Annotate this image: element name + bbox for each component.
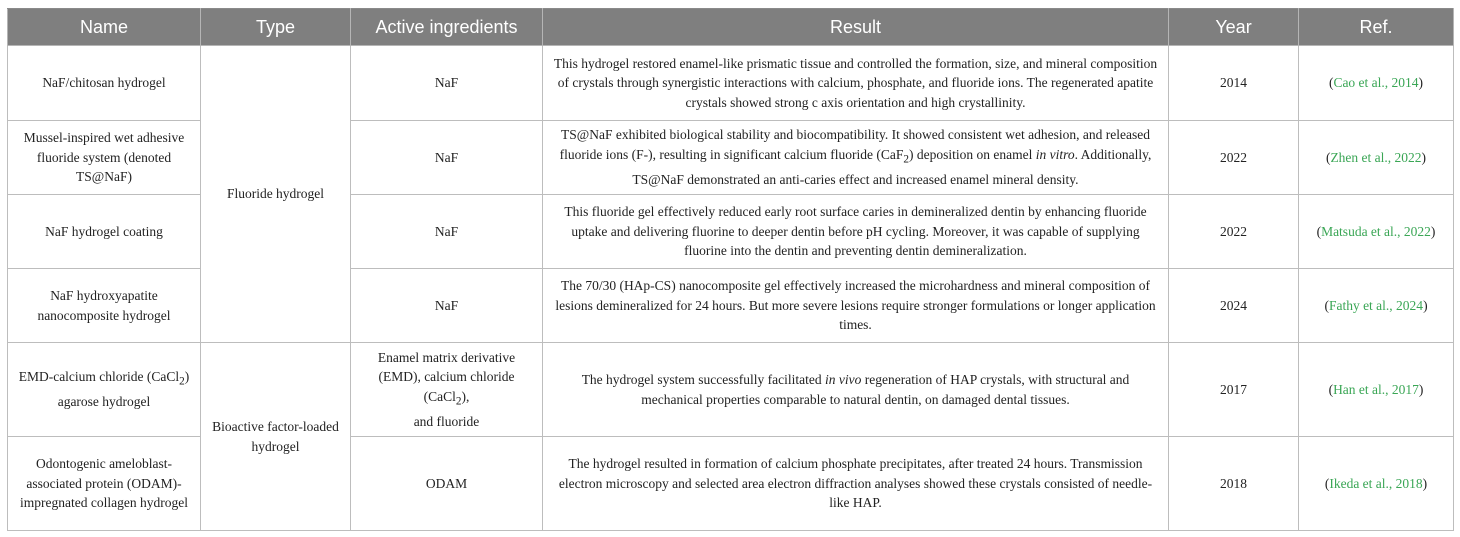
cell-result: This fluoride gel effectively reduced early root surface caries in demineralized dentin by enhancing fluoride uptake and delivering fluorine to deeper dentin before pH cycling. Moreover, it was capable of supplying fluorine into the dentin and preventing dentin demineralization. [543,195,1169,269]
cell-year: 2014 [1169,46,1299,121]
active-subscript: 2 [455,395,462,408]
cell-active [351,343,543,437]
cell-result: The 70/30 (HAp-CS) nanocomposite gel effectively increased the microhardness and mineral composition of lesions demineralized for 24 hours. But more severe lesions require stronger formulations or longer application times. [543,269,1169,343]
table-row [8,343,1454,437]
active-text: and fluoride [413,413,480,429]
name-text: EMD-calcium chloride (CaCl [18,369,180,385]
reference-link[interactable]: Fathy et al., 2024 [1328,297,1424,313]
cell-result: This hydrogel restored enamel-like prismatic tissue and controlled the formation, size, and mineral composition of crystals through synergistic interactions with calcium, phosphate, and fluoride ions. The regenerated apatite crystals showed strong c axis orientation and high crystallinity. [543,46,1169,121]
header-active-ingredients: Active ingredients [351,9,543,46]
result-italic: in vivo [825,372,862,387]
reference-link[interactable]: Cao et al., 2014 [1333,75,1419,91]
reference-link[interactable]: Han et al., 2017 [1333,381,1419,397]
reference-link[interactable]: Zhen et al., 2022 [1330,149,1422,165]
cell-year: 2017 [1169,343,1299,437]
active-text: Enamel matrix derivative (EMD), calcium chloride (CaCl [377,349,516,404]
cell-ref: (Ikeda et al., 2018) [1299,437,1454,531]
cell-active: NaF [351,269,543,343]
active-text: ), [461,388,470,404]
cell-name: NaF hydrogel coating [8,195,201,269]
header-year: Year [1169,9,1299,46]
result-text: regeneration of HAP crystals, with structural and mechanical properties comparable to natural dentin, on damaged dental tissues. [641,372,1130,407]
cell-ref: (Matsuda et al., 2022) [1299,195,1454,269]
hydrogel-comparison-table [7,8,1454,531]
result-italic: in vitro [1035,146,1075,162]
cell-name: Odontogenic ameloblast-associated protein (ODAM)-impregnated collagen hydrogel [8,437,201,531]
cell-ref: (Fathy et al., 2024) [1299,269,1454,343]
cell-year: 2022 [1169,121,1299,195]
cell-ref: (Cao et al., 2014) [1299,46,1454,121]
result-text: ) deposition on enamel [909,146,1036,162]
result-text: . Additionally, TS@NaF demonstrated an anti-caries effect and increased enamel mineral density. [632,146,1152,188]
cell-year: 2024 [1169,269,1299,343]
cell-name [8,343,201,437]
cell-active: NaF [351,121,543,195]
cell-year: 2022 [1169,195,1299,269]
cell-result: The hydrogel resulted in formation of calcium phosphate precipitates, after treated 24 hours. Transmission electron microscopy and selected area electron diffraction analyses showed these crystals consisted of needle-like HAP. [543,437,1169,531]
header-ref: Ref. [1299,9,1454,46]
name-text: ) agarose hydrogel [57,369,190,410]
result-text: The hydrogel system successfully facilitated [581,372,825,387]
cell-name: NaF/chitosan hydrogel [8,46,201,121]
table-row [8,46,1454,121]
table-header-row [8,9,1454,46]
header-result: Result [543,9,1169,46]
cell-type-bioactive: Bioactive factor-loaded hydrogel [201,343,351,531]
cell-result [543,121,1169,195]
header-type: Type [201,9,351,46]
cell-ref: (Han et al., 2017) [1299,343,1454,437]
result-subscript: 2 [903,153,910,166]
cell-name: Mussel-inspired wet adhesive fluoride system (denoted TS@NaF) [8,121,201,195]
cell-name: NaF hydroxyapatite nanocomposite hydrogel [8,269,201,343]
cell-ref: (Zhen et al., 2022) [1299,121,1454,195]
header-name: Name [8,9,201,46]
cell-type-fluoride: Fluoride hydrogel [201,46,351,343]
reference-link[interactable]: Matsuda et al., 2022 [1321,223,1431,239]
result-text: TS@NaF exhibited biological stability and biocompatibility. It showed consistent wet adhesion, and released fluoride ions (F-), resulting in significant calcium fluoride (CaF [559,127,1150,162]
reference-link[interactable]: Ikeda et al., 2018 [1329,475,1423,491]
cell-active: ODAM [351,437,543,531]
cell-year: 2018 [1169,437,1299,531]
cell-result [543,343,1169,437]
cell-active: NaF [351,195,543,269]
cell-active: NaF [351,46,543,121]
name-subscript: 2 [179,375,185,388]
